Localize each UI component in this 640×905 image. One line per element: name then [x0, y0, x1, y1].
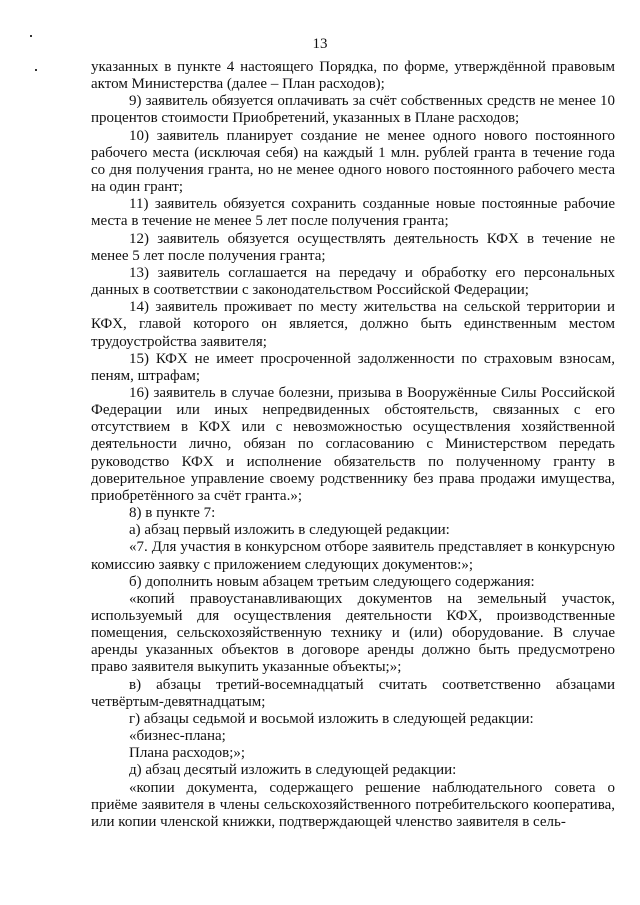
paragraph-item-15: 15) КФХ не имеет просроченной задолженности по страховым взносам, пеням, штрафам;: [91, 350, 615, 384]
paragraph-quote-business-plan: «бизнес-плана;: [129, 728, 226, 745]
scan-speck: [35, 69, 37, 71]
paragraph-subpoint-d: д) абзац десятый изложить в следующей редакции:: [129, 762, 457, 779]
paragraph-item-16: 16) заявитель в случае болезни, призыва в Вооружённые Силы Российской Федерации или иных непредвиденных обстоятельств, связанных с его отсутствием в КФХ или с невозможностью осуществления хозяйственной деятельности лично, обязан по согласованию с Министерством передать руководство КФХ и исполнение обязательств по полученному гранту в доверительное управление своему родственнику без права продажи имущества, приобретённого за счёт гранта.»;: [91, 384, 615, 504]
paragraph-item-10: 10) заявитель планирует создание не менее одного нового постоянного рабочего места (исключая себя) на каждый 1 млн. рублей гранта в течение года со дня получения гранта, но не менее одного нового постоянного рабочего места на один грант;: [91, 127, 615, 196]
paragraph-continuation: указанных в пункте 4 настоящего Порядка, по форме, утверждённой правовым актом Министерства (далее – План расходов);: [91, 59, 615, 93]
paragraph-subpoint-g: г) абзацы седьмой и восьмой изложить в следующей редакции:: [129, 710, 534, 727]
paragraph-subpoint-v: в) абзацы третий-восемнадцатый считать соответственно абзацами четвёртым-девятнадцатым;: [91, 676, 615, 710]
paragraph-quote-expense-plan: Плана расходов;»;: [129, 745, 246, 762]
paragraph-point-8: 8) в пункте 7:: [129, 505, 216, 522]
document-body: [91, 59, 615, 831]
paragraph-item-11: 11) заявитель обязуется сохранить созданные новые постоянные рабочие места в течение не менее 5 лет после получения гранта;: [91, 196, 615, 230]
paragraph-item-14: 14) заявитель проживает по месту жительства на сельской территории и КФХ, главой которого он является, должно быть единственным местом трудоустройства заявителя;: [91, 299, 615, 350]
paragraph-item-12: 12) заявитель обязуется осуществлять деятельность КФХ в течение не менее 5 лет после получения гранта;: [91, 230, 615, 264]
paragraph-item-9: 9) заявитель обязуется оплачивать за счёт собственных средств не менее 10 процентов стоимости Приобретений, указанных в Плане расходов;: [91, 93, 615, 127]
paragraph-quote-7: «7. Для участия в конкурсном отборе заявитель представляет в конкурсную комиссию заявку с приложением следующих документов:»;: [91, 539, 615, 573]
paragraph-subpoint-b: б) дополнить новым абзацем третьим следующего содержания:: [129, 573, 535, 590]
paragraph-subpoint-a: а) абзац первый изложить в следующей редакции:: [129, 522, 450, 539]
paragraph-item-13: 13) заявитель соглашается на передачу и обработку его персональных данных в соответствии с законодательством Российской Федерации;: [91, 264, 615, 299]
paragraph-quote-documents: «копий правоустанавливающих документов на земельный участок, используемый для осуществления деятельности КФХ, производственные помещения, сельскохозяйственную технику и (или) оборудование. В случае аренды указанных объектов в договоре аренды должно быть предусмотрено право заявителя выкупить указанные объекты;»;: [91, 590, 615, 676]
paragraph-quote-cooperative: «копии документа, содержащего решение наблюдательного совета о приёме заявителя в члены сельскохозяйственного потребительского кооператива, или копии членской книжки, подтверждающей членство заявителя в сель-: [91, 779, 615, 830]
page-number: 13: [312, 36, 328, 52]
